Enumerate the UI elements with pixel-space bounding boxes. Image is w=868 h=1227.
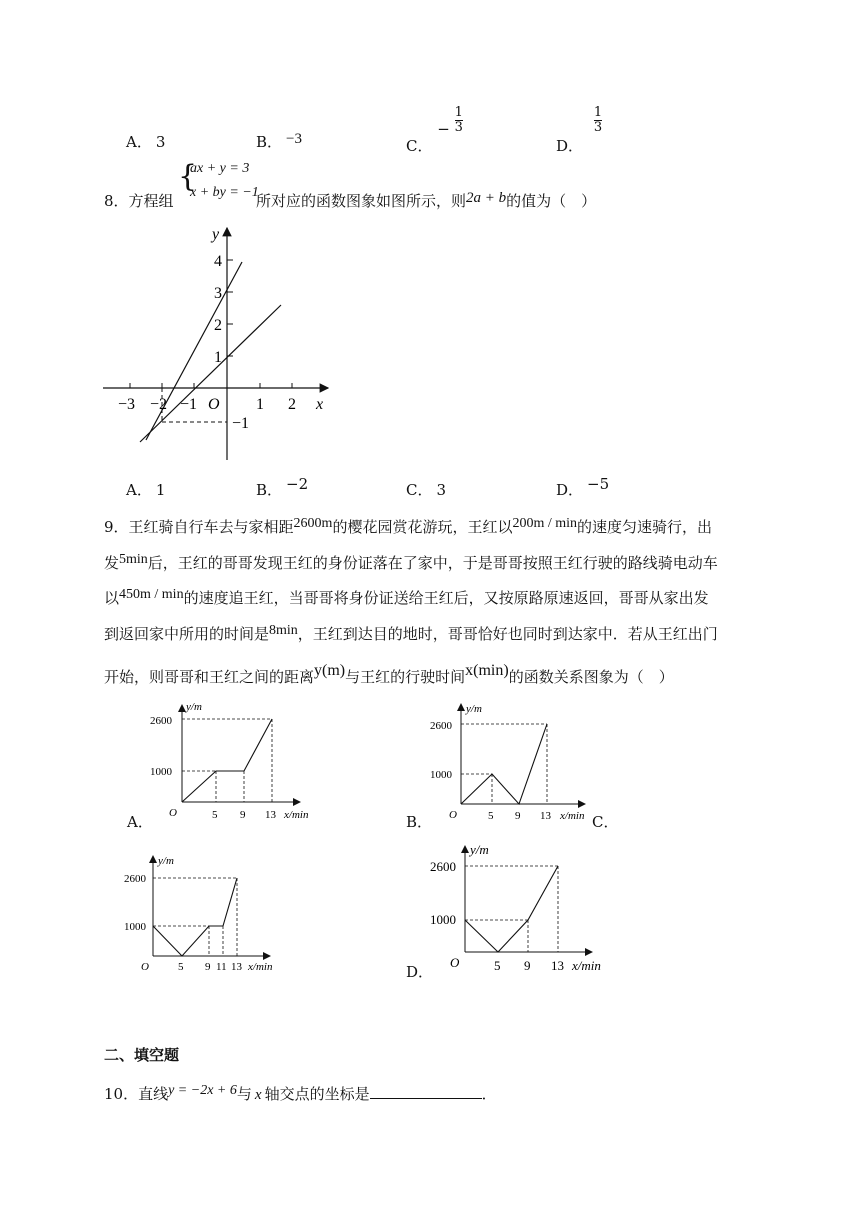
q8-text-end: 的值为（ ） [506, 192, 597, 210]
q9-d-x-tick: 5 [494, 958, 501, 973]
q9-d-y-label: y/m [470, 842, 489, 857]
q7-option-c-den: 3 [454, 120, 463, 135]
q7-option-c-fraction [455, 106, 463, 135]
q9-a-x-tick: 9 [240, 809, 246, 821]
q7-option-d-label: D． [556, 136, 584, 155]
q9-a-y-label: y/m [186, 701, 202, 713]
q9-d-x-tick: 13 [551, 958, 564, 973]
q8-option-a-value: 1 [155, 481, 166, 499]
q9-c-y-tick: 2600 [124, 873, 146, 885]
q9-text: 开始，则哥哥和王红之间的距离 [104, 668, 315, 686]
q8-y-label: y [212, 226, 220, 243]
q9-line-4 [104, 623, 718, 644]
q8-y-tick: 1 [214, 349, 222, 366]
q9-a-curve [182, 719, 272, 802]
q8-option-d-value: −5 [587, 475, 610, 493]
q9-b-x-tick: 5 [488, 810, 494, 822]
q8-x-tick: 1 [256, 396, 264, 413]
section-title: 二、填空题 [104, 1046, 180, 1064]
q9-a-x-tick: 13 [265, 809, 276, 821]
q9-speed-1: 200m / min [512, 516, 578, 531]
q8-option-d [556, 475, 610, 500]
q8-option-c-value: 3 [436, 481, 447, 499]
q9-d-y-tick: 2600 [430, 859, 456, 874]
q9-x-unit: x(min) [465, 662, 509, 679]
q9-c-x-tick: 13 [231, 961, 242, 973]
q8-option-b [256, 475, 309, 500]
q8-y-tick: 2 [214, 317, 222, 334]
q8-option-d-label: D． [556, 481, 584, 499]
q8-option-b-label: B． [256, 481, 283, 499]
q7-option-a-value: 3 [155, 133, 166, 151]
q9-distance: 2600m [293, 516, 333, 531]
q9-c-x-tick: 5 [178, 961, 184, 973]
q9-graph-c [120, 850, 290, 976]
q8-text-mid: 所对应的函数图象如图所示，则 [256, 192, 467, 210]
q8-x-tick: 2 [288, 396, 296, 413]
q8-expr: 2a + b [466, 190, 507, 206]
q9-line-2 [104, 552, 718, 573]
q9-d-x-tick: 9 [524, 958, 531, 973]
q7-option-c-num: 1 [454, 105, 463, 120]
q8-line-2 [140, 305, 281, 442]
q9-time-5: 5min [119, 552, 148, 567]
q9-text: 以 [104, 589, 120, 607]
q9-text: 到返回家中所用的时间是 [104, 625, 270, 643]
q9-d-y-tick: 1000 [430, 912, 456, 927]
q8-option-c-label: C． [406, 481, 433, 499]
q8-x-label: x [316, 396, 324, 413]
q9-line-3 [104, 587, 709, 608]
q9-text: 后，王红的哥哥发现王红的身份证落在了家中，于是哥哥按照王红行驶的路线骑电动车 [147, 554, 718, 572]
q9-b-y-tick: 1000 [430, 769, 452, 781]
q9-speed-2: 450m / min [119, 587, 184, 602]
q8-option-a-label: A． [126, 481, 152, 499]
q8-graph [95, 222, 340, 467]
q9-label-a: A． [127, 813, 153, 831]
q9-d-x-label: x/min [572, 958, 601, 973]
q8-y-tick: −1 [232, 415, 250, 432]
q9-time-8: 8min [269, 623, 298, 638]
q9-text: 9．王红骑自行车去与家相距 [104, 518, 294, 536]
q9-line-5 [104, 662, 674, 687]
q9-c-curve [153, 878, 237, 956]
q8-x-tick: −2 [150, 396, 168, 413]
q9-text: ，王红到达目的地时，哥哥恰好也同时到达家中．若从王红出门 [297, 625, 718, 643]
q9-text: 发 [104, 554, 120, 572]
q9-label-d: D． [406, 963, 434, 981]
q9-y-unit: y(m) [314, 662, 346, 679]
q10-expr: y = −2x + 6 [168, 1083, 237, 1098]
q7-option-c-sign: − [437, 119, 450, 138]
q7-option-d [556, 105, 603, 155]
q9-graph-a [140, 694, 330, 824]
q9-a-y-tick: 2600 [150, 715, 172, 727]
q9-b-x-tick: 13 [540, 810, 551, 822]
q8-x-tick: −1 [180, 396, 198, 413]
q9-a-y-tick: 1000 [150, 766, 172, 778]
q10-x: x [254, 1087, 262, 1103]
q8-x-tick: −3 [118, 396, 136, 413]
q9-a-x-tick: 5 [212, 809, 218, 821]
q9-text: 与王红的行驶时间 [345, 668, 466, 686]
q8-option-c [406, 479, 446, 500]
q8-option-a [126, 479, 165, 500]
q9-graph-d [425, 838, 615, 978]
q9-text: 的速度追王红，当哥哥将身份证送给王红后，又按原路原速返回，哥哥从家出发 [183, 589, 709, 607]
q9-a-x-label: x/min [284, 809, 309, 821]
q7-option-c [406, 105, 463, 155]
q7-option-d-den: 3 [593, 120, 603, 135]
q7-option-d-num: 1 [593, 105, 603, 120]
q9-b-curve [461, 724, 547, 804]
q8-eq2: x + by = −1 [190, 185, 259, 200]
q10 [104, 1083, 497, 1104]
q9-text: 的速度匀速骑行，出 [577, 518, 713, 536]
q7-option-b-label: B． [256, 133, 283, 151]
q8-brace: { [178, 159, 198, 194]
q9-b-origin: O [449, 809, 457, 821]
q10-text: 10．直线 [104, 1085, 169, 1103]
q10-end: ． [481, 1085, 497, 1103]
q9-b-x-label: x/min [560, 810, 585, 822]
q9-c-origin: O [141, 961, 149, 973]
q9-c-y-tick: 1000 [124, 921, 146, 933]
q10-text: 轴交点的坐标是 [264, 1085, 370, 1103]
q9-d-curve [465, 866, 558, 952]
q8-eq1: ax + y = 3 [190, 161, 250, 176]
q8-number: 8．方程组 [104, 192, 174, 210]
q8-text [256, 190, 596, 211]
q9-b-x-tick: 9 [515, 810, 521, 822]
q7-option-b-value: −3 [286, 131, 302, 147]
q9-c-y-label: y/m [158, 855, 174, 867]
q9-b-y-tick: 2600 [430, 720, 452, 732]
q9-a-origin: O [169, 807, 177, 819]
q7-option-a-label: A． [126, 133, 152, 151]
q8-y-tick: 3 [214, 285, 222, 302]
q9-c-x-tick: 11 [216, 961, 227, 973]
q7-option-d-fraction [594, 106, 602, 135]
q9-text: 的樱花园赏花游玩，王红以 [332, 518, 513, 536]
q7-option-c-label: C． [406, 136, 433, 155]
q7-option-a [126, 131, 165, 152]
q8-y-tick: 4 [214, 253, 222, 270]
q9-text: 的函数关系图象为（ ） [508, 668, 674, 686]
q10-text: 与 [236, 1085, 252, 1103]
q9-d-origin: O [450, 955, 460, 970]
q10-answer-blank[interactable] [370, 1084, 482, 1099]
q9-graph-b [425, 698, 605, 824]
q9-c-x-tick: 9 [205, 961, 211, 973]
q9-b-y-label: y/m [466, 703, 482, 715]
q9-c-x-label: x/min [248, 961, 273, 973]
q9-line-1 [104, 516, 712, 537]
q8-origin: O [208, 396, 220, 413]
q7-option-b [256, 131, 302, 152]
q8-option-b-value: −2 [286, 475, 309, 493]
q9-label-b: B． [406, 813, 433, 831]
q9-label-c: C． [592, 813, 619, 831]
